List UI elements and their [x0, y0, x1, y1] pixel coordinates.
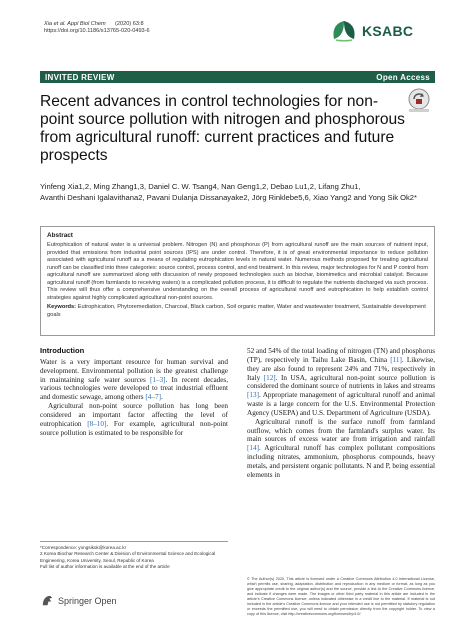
- affiliation: 2 Korea Biochar Research Center & Division of Environmental Science and Ecological Engineering, Korea University, Seoul, Republic of Korea: [40, 551, 216, 563]
- paragraph: Agricultural non-point source pollution has long been considered an important factor affecting the level of eutrophication [8–10]. For example, agricultural non-point source pollution is estimated to be responsible for: [40, 402, 228, 437]
- paragraph: Water is a very important resource for human survival and development. Environmental pollution is the greatest challenge in maintaining safe water sources [1–3]. In recent decades, various technologies were developed to treat industrial effluent and domestic sewage, among others [4–7].: [40, 357, 229, 402]
- citation-journal: Xia et al. Appl Biol Chem: [44, 21, 106, 27]
- paragraph: Agricultural runoff is the surface runoff from farmland outflow, which comes from the farmland's surplus water. Its main sources of excess water are from irrigation and rainfall [14]. Agricultural runoff has complex pollutant compositions including nitrates, ammonium, phosphorus compounds, heavy metals, and persistent organic pollutants. N and P, being essential elements in: [247, 417, 435, 479]
- ksabc-logo-text: KSABC: [362, 23, 414, 39]
- abstract-heading: Abstract: [47, 232, 73, 239]
- footnote: [40, 541, 228, 570]
- keywords-list: Eutrophication, Phytoremediation, Charcoal, Black carbon, Soil organic matter, Water and wastewater treatment, Sustainable development goals: [47, 304, 426, 318]
- ksabc-logo[interactable]: [330, 18, 440, 44]
- reference-link[interactable]: [14]: [247, 444, 259, 453]
- correspondence[interactable]: *Correspondence: yongsikok@korea.ac.kr: [40, 545, 127, 550]
- paragraph: 52 and 54% of the total loading of nitrogen (TN) and phosphorus (TP), respectively in Taihu Lake Basin, China [11]. Likewise, they are also found to represent 24% and 71%, respectively in Italy [12]. In USA, agricultural non-point source pollution is considered the dominant source of nutrients in lakes and streams [13]. Appropriate management of agricultural runoff and animal waste is a large concern for the U.S. Environmental Protection Agency (USEPA) and U.S. Department of Agriculture (USDA).: [247, 347, 436, 417]
- reference-link[interactable]: [13]: [247, 391, 259, 400]
- article-type-banner: [40, 71, 435, 83]
- body-column-left: [40, 347, 228, 437]
- keywords: [47, 304, 428, 319]
- introduction-heading: Introduction: [40, 346, 85, 355]
- citation-year: (2020) 63:8: [115, 21, 144, 27]
- springer-open-logo[interactable]: [40, 593, 117, 608]
- reference-link[interactable]: [1–3]: [149, 375, 166, 384]
- open-access-label[interactable]: Open Access: [376, 72, 430, 82]
- reference-link[interactable]: [11]: [390, 355, 402, 364]
- abstract-box: [40, 226, 435, 336]
- reference-link[interactable]: [12]: [263, 373, 276, 382]
- check-for-updates-icon[interactable]: [406, 87, 432, 113]
- abstract-text: Eutrophication of natural water is a universal problem. Nitrogen (N) and phosphorus (P) from agricultural runoff are the main sources of nutrient input, provided that emissions from industrial point sources (IPS) are under control. Therefore, it is of great environmental importance to reduce pollution associated with agricultural runoff as a means of regulating eutrophication levels in natural water. Numerous methods proposed for treating agricultural runoff can be classified into three categories: source control, process control, and end treatment. In this review, major technologies for N and P control from agricultural runoff are summarized along with discussion of newly proposed technologies such as biochar, biomimetics and microbial catalyst. Because agricultural runoff (from farmlands to receiving waters) is a complicated pollution process, it is difficult to regulate the nutrients discharged via such process. This review will thus offer a comprehensive understanding on the overall process of agricultural runoff and eutrophication to help establish control strategies against highly complicated agricultural non-point sources.: [47, 242, 428, 301]
- invited-review-label: INVITED REVIEW: [45, 72, 115, 82]
- author-info-note: Full list of author information is available at the end of the article: [40, 563, 170, 569]
- license-notice: © The Author(s) 2020. This article is licensed under a Creative Commons Attribution 4.0 International License, which permits use, sharing, adaptation, distribution and reproduction in any medium or format, as long as you give appropriate credit to the original author(s) and the source, provide a link to the Creative Commons licence, and indicate if changes were made. The images or other third party material in this article are included in the article's Creative Commons licence, unless indicated otherwise in a credit line to the material. If material is not included in the article's Creative Commons licence and your intended use is not permitted by statutory regulation or exceeds the permitted use, you will need to obtain permission directly from the copyright holder. To view a copy of this licence, visit http://creativecommons.org/licenses/by/4.0/.: [247, 577, 435, 617]
- body-column-right: [247, 347, 435, 480]
- keywords-label: Keywords:: [47, 304, 77, 311]
- author-line-1[interactable]: Yinfeng Xia1,2, Ming Zhang1,3, Daniel C. W. Tsang4, Nan Geng1,2, Debao Lu1,2, Lifang Zhu1,: [40, 182, 361, 191]
- reference-link[interactable]: [8–10]: [87, 419, 107, 428]
- article-title: Recent advances in control technologies for non-point source pollution with nitrogen and phosphorous from agricultural runoff: current practices and future prospects: [40, 93, 405, 164]
- springer-horse-icon: [40, 593, 55, 608]
- citation-header: [44, 21, 150, 35]
- author-list: [40, 182, 435, 203]
- ksabc-emblem-icon: [330, 19, 358, 43]
- author-line-2[interactable]: Avanthi Deshani Igalavithana2, Pavani Dulanja Dissanayake2, Jörg Rinklebe5,6, Xiao Yang2 and Yong Sik Ok2*: [40, 192, 417, 202]
- doi-link[interactable]: https://doi.org/10.1186/s13765-020-0493-6: [44, 28, 150, 34]
- springer-open-text: Springer Open: [58, 595, 117, 606]
- reference-link[interactable]: [4–7]: [145, 393, 161, 402]
